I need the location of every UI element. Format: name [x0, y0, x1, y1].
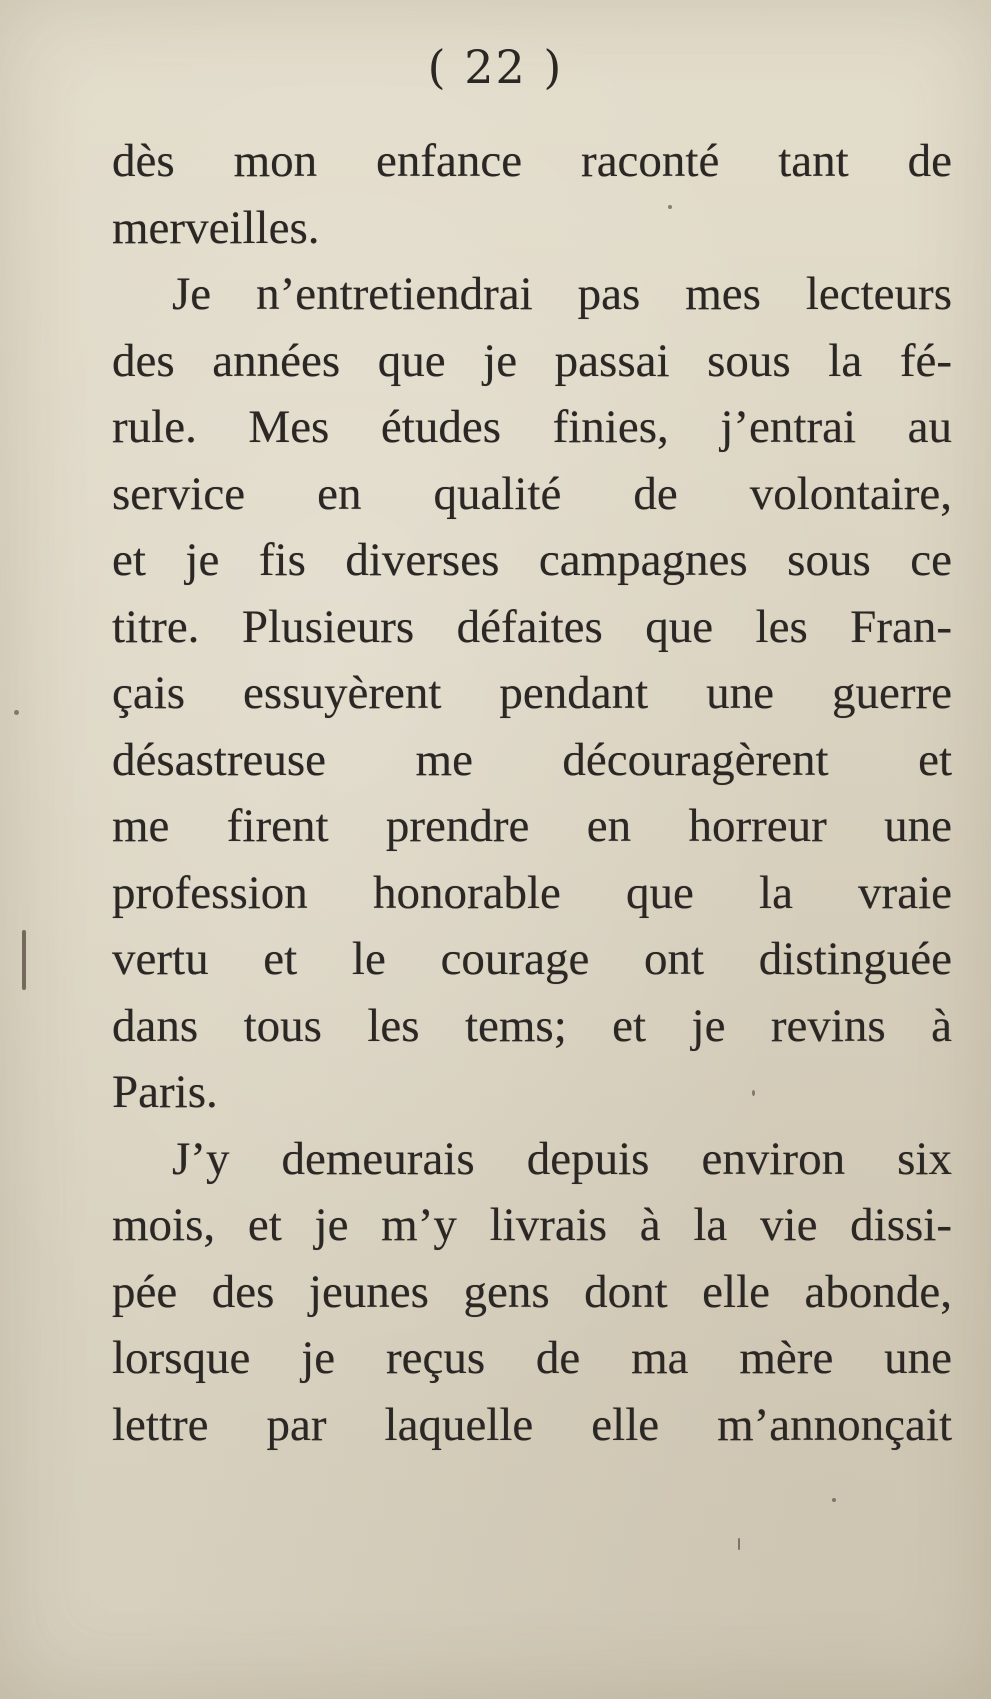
text-line: vertu et le courage ont distinguée — [112, 933, 952, 985]
text-line: Je n’entretiendrai pas mes lecteurs — [172, 268, 952, 320]
text-line: dès mon enfance raconté tant de — [112, 135, 952, 187]
paper-speck — [832, 1498, 836, 1502]
text-line: rule. Mes études finies, j’entrai au — [112, 401, 952, 453]
text-line: çais essuyèrent pendant une guerre — [112, 667, 952, 719]
text-line: merveilles. — [112, 201, 320, 254]
text-line: et je fis diverses campagnes sous ce — [112, 534, 952, 586]
page-number: ( 22 ) — [427, 40, 564, 94]
text-line: désastreuse me découragèrent et — [112, 733, 952, 786]
text-line: mois, et je m’y livrais à la vie dissi- — [112, 1199, 952, 1251]
text-line: J’y demeurais depuis environ six — [172, 1132, 952, 1185]
text-line: Paris. — [112, 1066, 218, 1118]
paper-speck — [752, 1090, 755, 1096]
margin-pencil-mark — [22, 930, 26, 990]
text-line: service en qualité de volontaire, — [112, 467, 952, 520]
body-text — [112, 128, 952, 1458]
paper-speck — [14, 710, 19, 715]
text-line: des années que je passai sous la fé- — [112, 334, 952, 387]
text-line: profession honorable que la vraie — [112, 866, 952, 919]
paper-speck — [738, 1538, 740, 1550]
text-line: titre. Plusieurs défaites que les Fran- — [112, 600, 952, 653]
text-line: me firent prendre en horreur une — [112, 800, 952, 852]
text-line: pée des jeunes gens dont elle abonde, — [112, 1265, 952, 1318]
text-line: lorsque je reçus de ma mère une — [112, 1332, 952, 1384]
text-line: dans tous les tems; et je revins à — [112, 999, 952, 1052]
paper-speck — [668, 205, 672, 209]
text-line: lettre par laquelle elle m’annonçait — [112, 1398, 952, 1451]
